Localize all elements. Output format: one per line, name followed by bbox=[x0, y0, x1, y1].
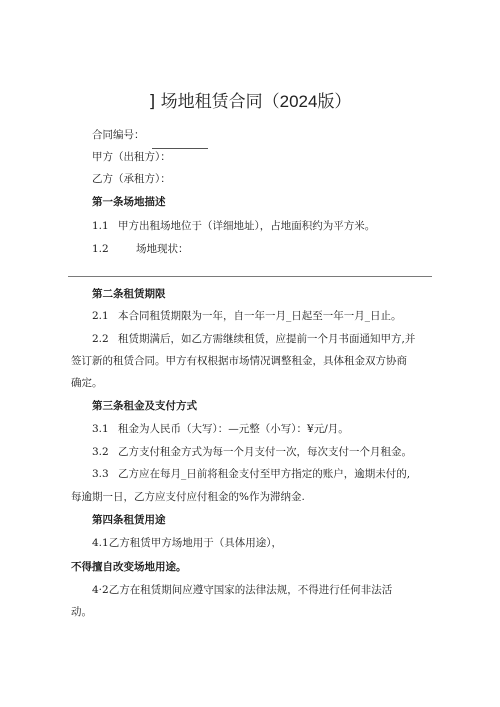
clause-2-2-number: 2.2 bbox=[92, 333, 109, 345]
contract-number-blank bbox=[152, 148, 208, 149]
title-main: 场地租赁合同（ bbox=[160, 92, 280, 112]
clause-1-1-text: 甲方出租场地位于（详细地址），占地面积约为平方米。 bbox=[118, 220, 376, 232]
contract-number-label: 合同编号： bbox=[92, 129, 145, 141]
clause-3-3-line-1 bbox=[92, 467, 410, 481]
clause-1-1-number: 1.1 bbox=[92, 220, 109, 232]
clause-1-2-text: 场地现状： bbox=[136, 243, 189, 255]
title-suffix: 版） bbox=[317, 92, 352, 112]
section-4-heading: 第四条租赁用途 bbox=[92, 514, 166, 526]
document-title bbox=[0, 90, 500, 114]
clause-4-2-line-2: 动。 bbox=[71, 606, 92, 618]
clause-3-1-number: 3.1 bbox=[92, 423, 109, 435]
clause-2-1 bbox=[92, 309, 402, 323]
clause-1-2 bbox=[92, 242, 189, 256]
clause-2-2-text-1: 租赁期满后，如乙方需继续租赁，应提前一个月书面通知甲方,并 bbox=[118, 333, 416, 345]
clause-3-1-text: 租金为人民币（大写）：—元整（小写）：¥元/月。 bbox=[118, 423, 349, 435]
clause-3-3-line-2: 每逾期一日，乙方应支付应付租金的%作为滞纳金. bbox=[71, 491, 305, 503]
clause-2-2-line-3: 确定。 bbox=[71, 377, 103, 389]
clause-2-1-number: 2.1 bbox=[92, 310, 109, 322]
party-a-line: 甲方（出租方）： bbox=[92, 151, 171, 163]
clause-4-2-line-1: 4·2乙方在租赁期间应遵守国家的法律法规，不得进行任何非法活 bbox=[92, 584, 393, 596]
clause-3-2-number: 3.2 bbox=[92, 446, 109, 458]
clause-1-1 bbox=[92, 219, 375, 233]
clause-3-2-text: 乙方支付租金方式为每一个月支付一次，每次支付一个月租金。 bbox=[118, 446, 413, 458]
section-2-heading: 第二条租赁期限 bbox=[92, 288, 166, 300]
clause-1-2-number: 1.2 bbox=[92, 243, 109, 255]
title-year: 2024 bbox=[279, 92, 318, 111]
clause-2-2-line-2: 签订新的租赁合同。甲方有权根据市场情况调整租金，具体租金双方协商 bbox=[71, 355, 407, 367]
clause-4-1: 4.1乙方租赁甲方场地用于（具体用途）， bbox=[92, 537, 282, 549]
clause-3-3-text-1: 乙方应在每月_日前将租金支付至甲方指定的账户，逾期未付的, bbox=[118, 468, 411, 480]
clause-2-2-line-1 bbox=[92, 332, 415, 346]
clause-3-1 bbox=[92, 422, 349, 436]
section-1-heading: 第一条场地描述 bbox=[92, 196, 166, 208]
clause-3-3-number: 3.3 bbox=[92, 468, 109, 480]
clause-3-2 bbox=[92, 445, 412, 459]
title-prefix: ] bbox=[148, 92, 161, 112]
clause-4-1-bold-continuation: 不得擅自改变场地用途。 bbox=[71, 561, 187, 573]
horizontal-rule bbox=[68, 276, 432, 277]
section-3-heading: 第三条租金及支付方式 bbox=[92, 400, 197, 412]
clause-2-1-text: 本合同租赁期限为一年，自一年一月_日起至一年一月_日止。 bbox=[118, 310, 402, 322]
party-b-line: 乙方（承租方）： bbox=[92, 173, 171, 185]
